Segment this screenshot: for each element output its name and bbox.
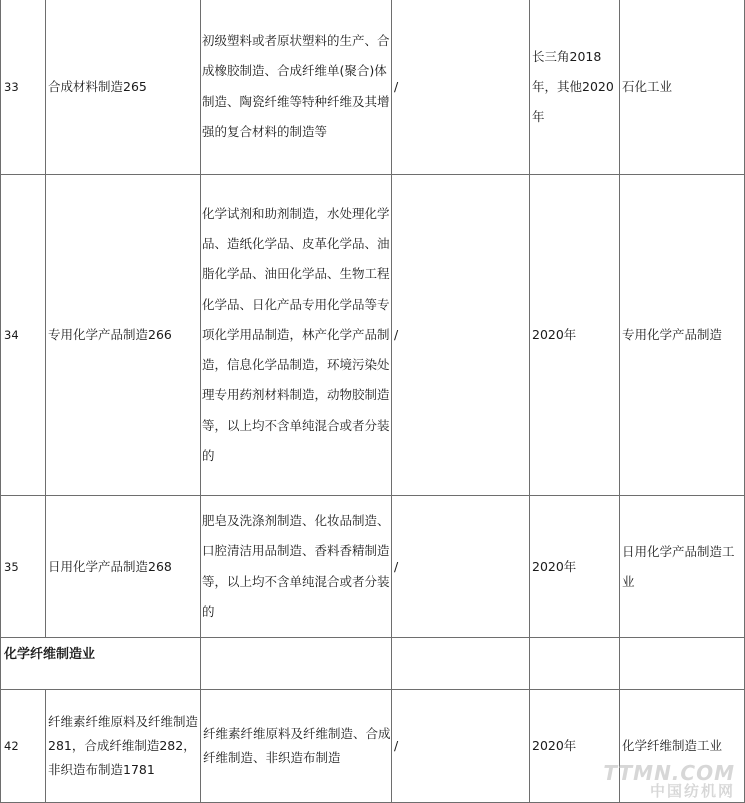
mark-cell: / <box>392 175 530 496</box>
row-number: 34 <box>1 175 46 496</box>
standard-cell: 化学纤维制造工业 <box>620 690 745 803</box>
standard-cell: 专用化学产品制造 <box>620 175 745 496</box>
section-heading: 化学纤维制造业 <box>1 638 201 690</box>
empty-cell <box>530 638 620 690</box>
watermark-subtext: 中国纺机网 <box>649 782 735 800</box>
watermark-logo <box>603 763 735 799</box>
industry-name: 纤维素纤维原料及纤维制造281，合成纤维制造282，非织造布制造1781 <box>46 690 201 803</box>
mark-cell: / <box>392 0 530 175</box>
watermark-text: TTMN.COM <box>603 761 735 785</box>
deadline-cell: 2020年 <box>530 496 620 638</box>
standard-cell: 石化工业 <box>620 0 745 175</box>
row-number: 35 <box>1 496 46 638</box>
deadline-cell: 2020年 <box>530 175 620 496</box>
deadline-cell: 长三角2018年，其他2020年 <box>530 0 620 175</box>
mark-cell: / <box>392 690 530 803</box>
table-row <box>1 175 745 496</box>
empty-cell <box>201 638 392 690</box>
row-number: 33 <box>1 0 46 175</box>
deadline-cell: 2020年 <box>530 690 620 803</box>
standard-cell: 日用化学产品制造工业 <box>620 496 745 638</box>
empty-cell <box>392 638 530 690</box>
mark-cell: / <box>392 496 530 638</box>
table-row <box>1 496 745 638</box>
table-row <box>1 0 745 175</box>
section-row <box>1 638 745 690</box>
row-number: 42 <box>1 690 46 803</box>
empty-cell <box>620 638 745 690</box>
scope-description: 纤维素纤维原料及纤维制造、合成纤维制造、非织造布制造 <box>201 690 392 803</box>
scope-description: 肥皂及洗涤剂制造、化妆品制造、口腔清洁用品制造、香料香精制造等，以上均不含单纯混合或者分装的 <box>201 496 392 638</box>
scope-description: 初级塑料或者原状塑料的生产、合成橡胶制造、合成纤维单(聚合)体制造、陶瓷纤维等特种纤维及其增强的复合材料的制造等 <box>201 0 392 175</box>
scope-description: 化学试剂和助剂制造，水处理化学品、造纸化学品、皮革化学品、油脂化学品、油田化学品、生物工程化学品、日化产品专用化学品等专项化学用品制造，林产化学产品制造，信息化学品制造，环境污染处理专用药剂材料制造，动物胶制造等，以上均不含单纯混合或者分装的 <box>201 175 392 496</box>
industry-name: 合成材料制造265 <box>46 0 201 175</box>
industry-name: 日用化学产品制造268 <box>46 496 201 638</box>
industry-name: 专用化学产品制造266 <box>46 175 201 496</box>
